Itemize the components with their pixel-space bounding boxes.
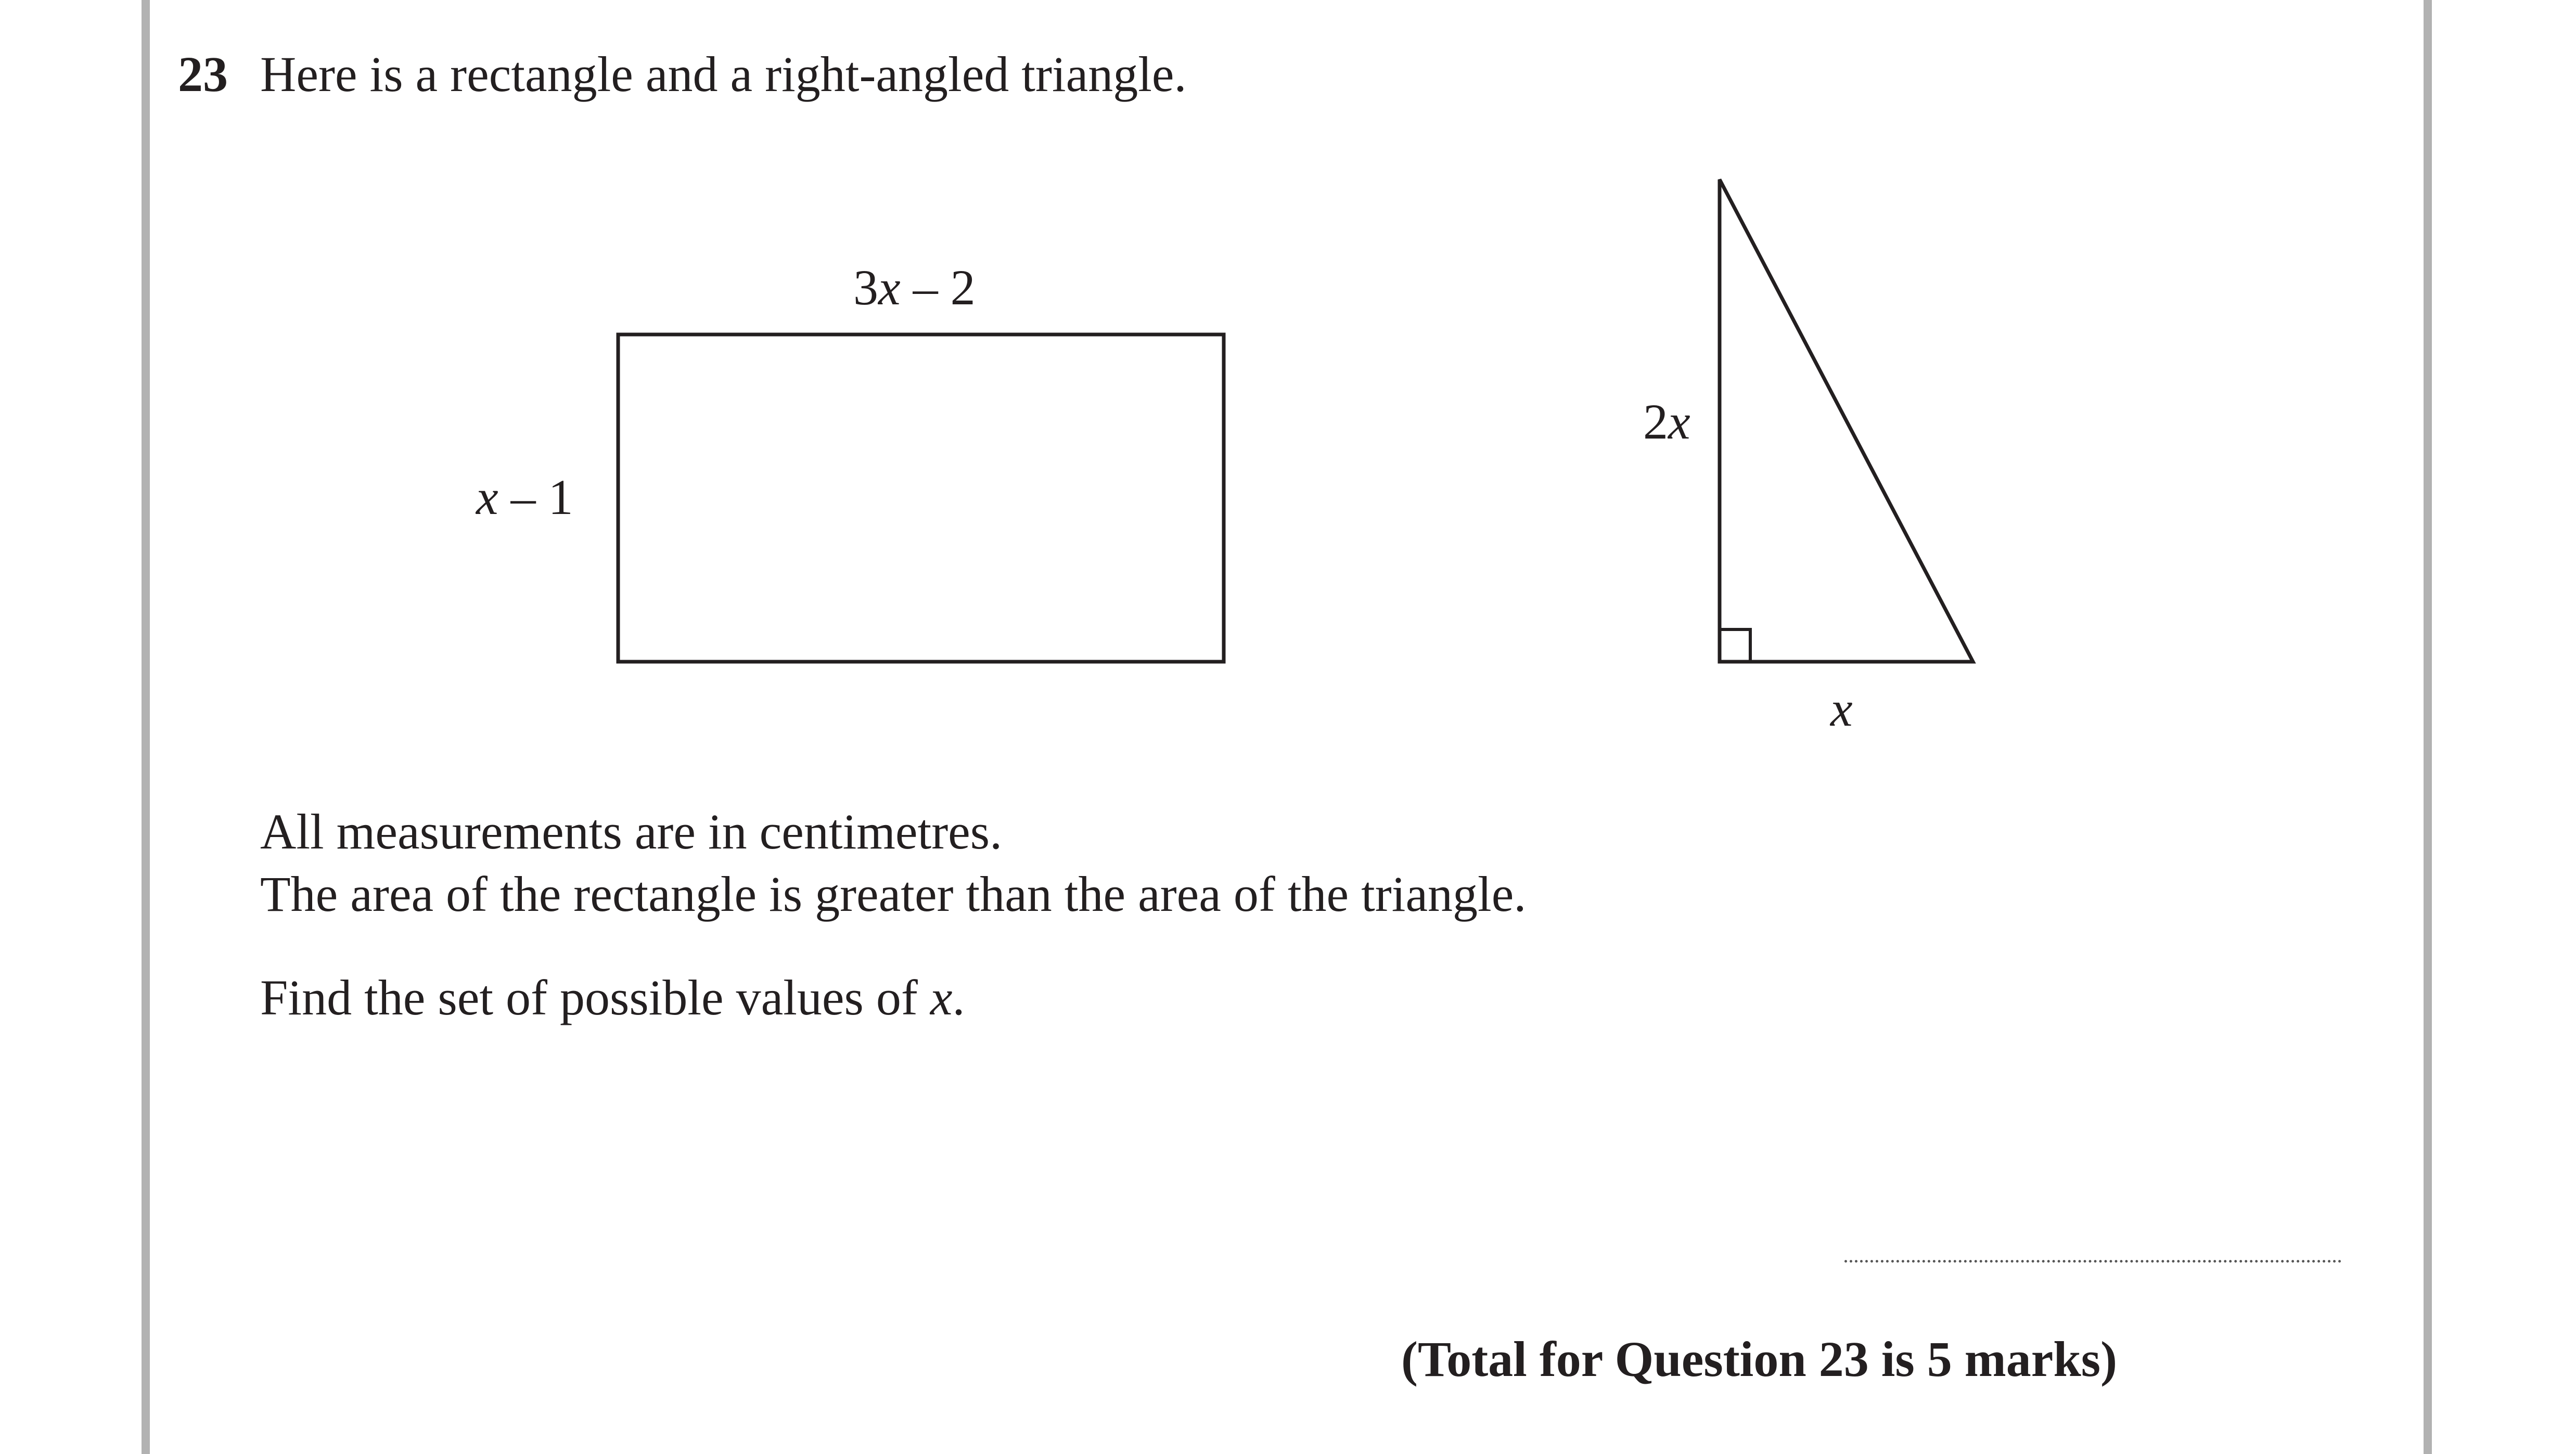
right-angle-marker — [1720, 629, 1750, 662]
statement-area-comparison: The area of the rectangle is greater than the area of the triangle. — [260, 866, 1527, 922]
page-border-right — [2424, 0, 2432, 1454]
page-border-left — [142, 0, 150, 1454]
rectangle-width-label: 3x – 2 — [853, 260, 976, 315]
total-marks: (Total for Question 23 is 5 marks) — [1401, 1331, 2118, 1387]
question-intro: Here is a rectangle and a right-angled triangle. — [260, 46, 1187, 102]
triangle-base-label: x — [1830, 681, 1853, 737]
rectangle-height-label: x – 1 — [476, 469, 573, 525]
statement-measurements: All measurements are in centimetres. — [260, 804, 1003, 859]
triangle-shape — [1720, 179, 1973, 662]
question-prompt: Find the set of possible values of x. — [260, 970, 965, 1025]
question-number: 23 — [178, 46, 228, 102]
answer-line[interactable] — [1844, 1260, 2341, 1263]
rectangle-shape — [618, 334, 1224, 662]
triangle-height-label: 2x — [1643, 394, 1690, 449]
